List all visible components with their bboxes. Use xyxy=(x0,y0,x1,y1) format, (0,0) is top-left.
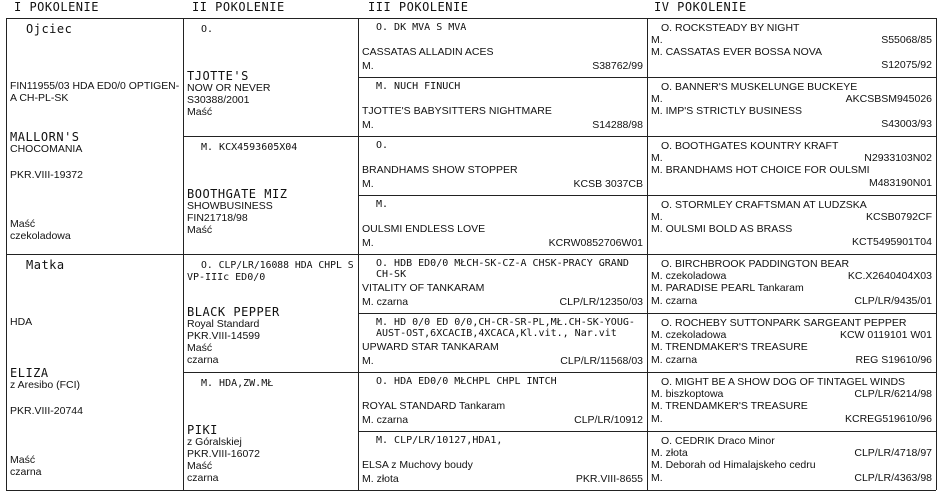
gen4-sire-name: O. STORMLEY CRAFTSMAN AT LUDZSKA xyxy=(661,199,867,211)
gen4-dam-name: M. BRANDHAMS HOT CHOICE FOR OULSMI xyxy=(651,164,870,176)
gen2-color: czarna xyxy=(187,472,219,484)
gen4-sire-color: M. czekoladowa xyxy=(651,270,727,282)
grid-hline xyxy=(358,195,936,196)
gen2-titles: O. CLP/LR/16088 HDA CHPL S xyxy=(201,260,354,271)
gen4-dam-reg: M483190N01 xyxy=(868,177,932,189)
gen4-sire-reg: AKCSBSM945026 xyxy=(845,93,932,105)
gen3-titles: AUST-OST,6XCACIB,4XCACA,Kl.vit., Nar.vit xyxy=(376,328,617,339)
gen4-sire-color: M. złota xyxy=(651,447,688,459)
gen3-reg: S14288/98 xyxy=(592,119,643,131)
header-gen1: I POKOLENIE xyxy=(14,0,99,14)
gen4-dam-name: M. PARADISE PEARL Tankaram xyxy=(651,282,804,294)
gen4-dam-color: M. xyxy=(651,472,663,484)
gen4-sire-color: M. xyxy=(651,152,663,164)
gen4-dam-reg: S43003/93 xyxy=(881,118,932,130)
gen3-name: VITALITY OF TANKARAM xyxy=(362,282,485,294)
gen3-color: M. xyxy=(362,119,374,131)
gen3-titles: M. HD 0/0 ED 0/0,CH-CR-SR-PL,MŁ.CH-SK-YOUG- xyxy=(376,317,635,328)
gen4-dam-reg: KCREG519610/96 xyxy=(845,413,932,425)
gen4-dam-name: M. IMP'S STRICTLY BUSINESS xyxy=(651,105,802,117)
gen2-titles: VP-IIIc ED0/0 xyxy=(187,272,266,283)
gen3-titles: M. CLP/LR/10127,HDA1, xyxy=(376,435,503,446)
gen2-reg: PKR.VIII-16072 xyxy=(187,448,260,460)
gen2-reg: FIN21718/98 xyxy=(187,212,248,224)
gen2-color-label: Maść xyxy=(187,224,213,236)
gen2-name: Royal Standard xyxy=(187,318,260,330)
gen3-color: M. xyxy=(362,237,374,249)
gen4-dam-reg: CLP/LR/4363/98 xyxy=(854,472,932,484)
gen1-color-label: Maść xyxy=(10,218,36,230)
grid-hline xyxy=(6,18,936,19)
gen3-titles: O. xyxy=(376,140,389,151)
grid-hline xyxy=(358,431,936,432)
gen4-sire-reg: KCW 0119101 W01 xyxy=(839,329,932,341)
gen4-dam-reg: KCT5495901T04 xyxy=(852,236,932,248)
grid-hline xyxy=(183,136,936,137)
gen3-titles: O. DK MVA S MVA xyxy=(376,22,467,33)
gen4-dam-name: M. TRENDMAKER'S TREASURE xyxy=(651,341,808,353)
gen3-titles: O. HDA ED0/0 MŁCHPL CHPL INTCH xyxy=(376,376,557,387)
gen2-name: SHOWBUSINESS xyxy=(187,200,273,212)
gen4-sire-reg: KCSB0792CF xyxy=(866,211,932,223)
gen3-reg: KCRW0852706W01 xyxy=(548,237,643,249)
gen1-titles: FIN11955/03 HDA ED0/0 OPTIGEN- xyxy=(10,80,180,92)
gen4-dam-reg: S12075/92 xyxy=(881,59,932,71)
gen3-color: M. xyxy=(362,355,374,367)
gen4-sire-reg: KC.X2640404X03 xyxy=(847,270,932,282)
gen4-sire-reg: N2933103N02 xyxy=(864,152,932,164)
gen1-color: czarna xyxy=(10,466,42,478)
gen1-titles: HDA xyxy=(10,316,33,328)
gen4-dam-reg: REG S19610/96 xyxy=(855,354,932,366)
gen4-sire-reg: CLP/LR/6214/98 xyxy=(854,388,932,400)
gen3-name: OULSMI ENDLESS LOVE xyxy=(362,223,486,235)
gen2-reg: S30388/2001 xyxy=(187,94,250,106)
gen3-reg: CLP/LR/11568/03 xyxy=(560,355,643,367)
gen3-color: M. xyxy=(362,178,374,190)
gen3-name: CASSATAS ALLADIN ACES xyxy=(362,46,494,58)
gen4-sire-name: O. ROCHEBY SUTTONPARK SARGEANT PEPPER xyxy=(661,317,907,329)
gen4-sire-reg: S55068/85 xyxy=(881,34,932,46)
gen2-name: BLACK PEPPER xyxy=(187,305,280,319)
gen4-sire-color: M. biszkoptowa xyxy=(651,388,724,400)
gen4-dam-color: M. czarna xyxy=(651,354,698,366)
gen4-sire-name: O. CEDRIK Draco Minor xyxy=(661,435,775,447)
grid-hline xyxy=(183,372,936,373)
gen4-dam-reg: CLP/LR/9435/01 xyxy=(854,295,932,307)
gen4-sire-color: M. czekoladowa xyxy=(651,329,727,341)
gen1-role: Ojciec xyxy=(26,22,73,36)
gen3-titles: CH-SK xyxy=(376,269,407,280)
gen3-reg: KCSB 3037CB xyxy=(573,178,643,190)
gen3-reg: PKR.VIII-8655 xyxy=(575,473,643,485)
gen4-dam-name: M. OULSMI BOLD AS BRASS xyxy=(651,223,793,235)
gen4-sire-color: M. xyxy=(651,93,663,105)
gen2-titles: M. KCX4593605X04 xyxy=(201,142,298,153)
gen1-color-label: Maść xyxy=(10,454,36,466)
gen2-color-label: Maść xyxy=(187,342,213,354)
gen4-dam-name: M. Deborah od Himalajskeho cedru xyxy=(651,459,816,471)
gen2-name: z Góralskiej xyxy=(187,436,242,448)
grid-hline xyxy=(6,490,936,491)
grid-vline xyxy=(936,18,937,490)
gen1-name: z Aresibo (FCI) xyxy=(10,379,81,391)
gen3-name: ROYAL STANDARD Tankaram xyxy=(362,400,506,412)
grid-hline xyxy=(6,254,936,255)
gen2-name: TJOTTE'S xyxy=(187,69,249,83)
gen2-color: czarna xyxy=(187,354,219,366)
grid-hline xyxy=(358,313,936,314)
gen2-titles: M. HDA,ZW.MŁ xyxy=(201,378,274,389)
gen3-name: BRANDHAMS SHOW STOPPER xyxy=(362,164,518,176)
gen4-dam-name: M. CASSATAS EVER BOSSA NOVA xyxy=(651,46,822,58)
grid-hline xyxy=(358,77,936,78)
gen1-name: CHOCOMANIA xyxy=(10,143,83,155)
gen4-sire-name: O. BIRCHBROOK PADDINGTON BEAR xyxy=(661,258,850,270)
gen3-color: M. czarna xyxy=(362,414,409,426)
gen1-titles: A CH-PL-SK xyxy=(10,92,69,104)
header-gen2: II POKOLENIE xyxy=(192,0,285,14)
gen3-reg: S38762/99 xyxy=(592,60,643,72)
gen1-reg: PKR.VIII-19372 xyxy=(10,169,83,181)
gen3-color: M. xyxy=(362,60,374,72)
gen3-titles: O. HDB ED0/0 MŁCH-SK-CZ-A CHSK-PRACY GRAND xyxy=(376,258,629,269)
gen4-dam-color: M. xyxy=(651,413,663,425)
gen2-color-label: Maść xyxy=(187,106,213,118)
header-gen4: IV POKOLENIE xyxy=(654,0,747,14)
gen4-sire-name: O. ROCKSTEADY BY NIGHT xyxy=(661,22,800,34)
header-gen3: III POKOLENIE xyxy=(368,0,469,14)
gen3-color: M. czarna xyxy=(362,296,409,308)
gen4-sire-color: M. xyxy=(651,211,663,223)
gen4-sire-name: O. MIGHT BE A SHOW DOG OF TINTAGEL WINDS xyxy=(661,376,906,388)
gen3-name: ELSA z Muchovy boudy xyxy=(362,459,473,471)
gen4-sire-name: O. BANNER'S MUSKELUNGE BUCKEYE xyxy=(661,81,858,93)
gen2-reg: PKR.VIII-14599 xyxy=(187,330,260,342)
gen4-sire-reg: CLP/LR/4718/97 xyxy=(854,447,932,459)
gen3-name: TJOTTE'S BABYSITTERS NIGHTMARE xyxy=(362,105,552,117)
gen3-reg: CLP/LR/10912 xyxy=(574,414,643,426)
gen1-role: Matka xyxy=(26,258,65,272)
gen4-dam-name: M. TRENDAMKER'S TREASURE xyxy=(651,400,808,412)
gen1-name: MALLORN'S xyxy=(10,130,80,144)
gen1-reg: PKR.VIII-20744 xyxy=(10,405,83,417)
gen3-titles: M. xyxy=(376,199,389,210)
gen4-dam-color: M. czarna xyxy=(651,295,698,307)
gen4-sire-color: M. xyxy=(651,34,663,46)
gen1-color: czekoladowa xyxy=(10,230,71,242)
gen3-titles: M. NUCH FINUCH xyxy=(376,81,461,92)
gen4-sire-name: O. BOOTHGATES KOUNTRY KRAFT xyxy=(661,140,839,152)
gen2-color-label: Maść xyxy=(187,460,213,472)
gen2-name: PIKI xyxy=(187,423,218,437)
gen3-color: M. złota xyxy=(362,473,399,485)
gen2-name: BOOTHGATE MIZ xyxy=(187,187,288,201)
gen2-name: NOW OR NEVER xyxy=(187,82,271,94)
gen1-name: ELIZA xyxy=(10,366,49,380)
gen3-name: UPWARD STAR TANKARAM xyxy=(362,341,499,353)
gen3-reg: CLP/LR/12350/03 xyxy=(559,296,643,308)
gen2-titles: O. xyxy=(201,24,214,35)
